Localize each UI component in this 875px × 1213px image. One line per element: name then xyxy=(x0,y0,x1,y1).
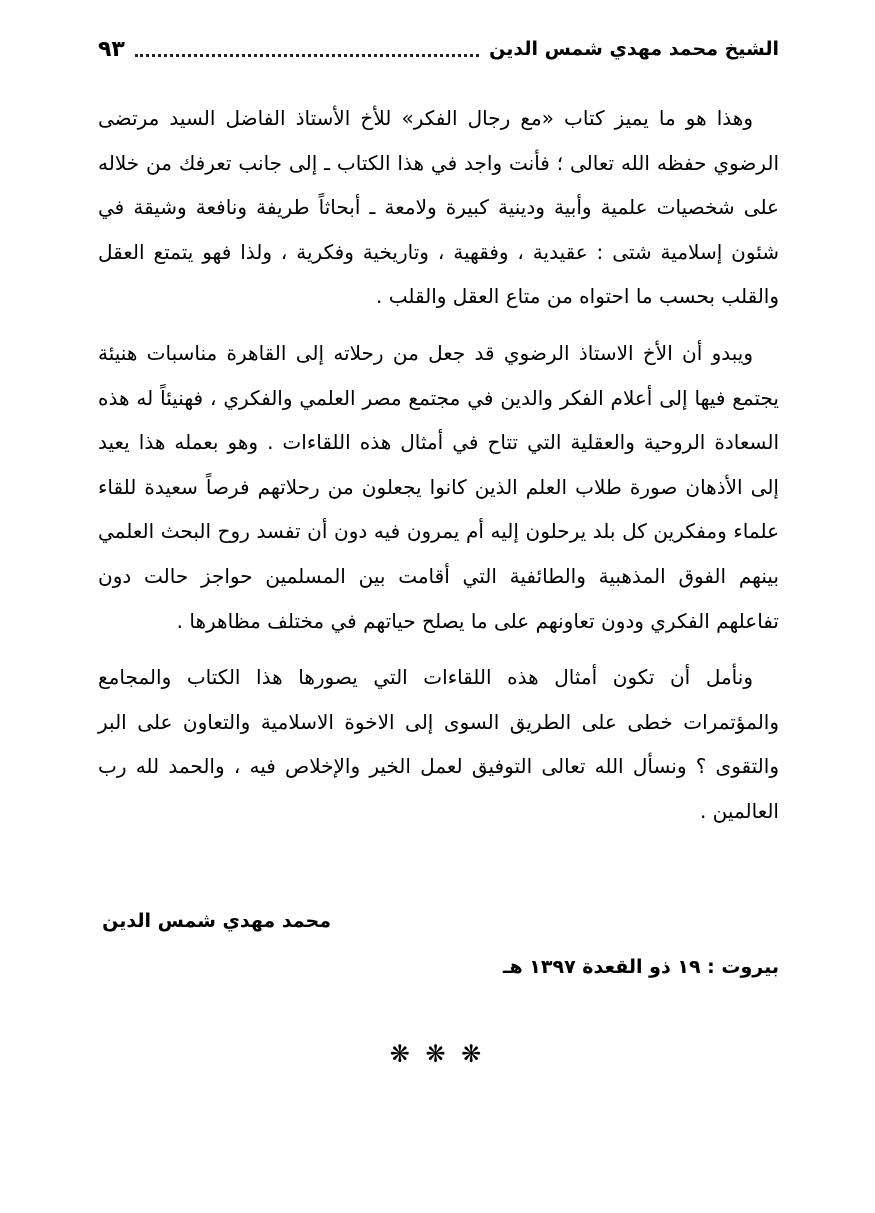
running-header xyxy=(98,32,779,66)
signature-name: محمد مهدي شمس الدين xyxy=(102,910,331,932)
signature-block xyxy=(98,898,779,990)
paragraph-2: ويبدو أن الأخ الاستاذ الرضوي قد جعل من رحلاته إلى القاهرة مناسبات هنيئة يجتمع فيها إلى أعلام الفكر والدين في مجتمع مصر العلمي والفكري ، فهنيئاً له هذه السعادة الروحية والعقلية التي تتاح في أمثال هذه اللقاءات . وهو بعمله هذا يعيد إلى الأذهان صورة طلاب العلم الذين كانوا يجعلون من رحلاتهم فرصاً سعيدة للقاء علماء ومفكرين كل بلد يرحلون إليه أم يمرون فيه دون أن تفسد روح البحث العلمي بينهم الفوق المذهبية والطائفية التي أقامت بين المسلمين حواجز حالت دون تفاعلهم الفكري ودون تعاونهم على ما يصلح حياتهم في مختلف مظاهرها . xyxy=(98,340,779,633)
page-number: ٩٣ xyxy=(98,36,125,62)
paragraph-3: ونأمل أن تكون أمثال هذه اللقاءات التي يصورها هذا الكتاب والمجامع والمؤتمرات خطى على الطريق السوى إلى الاخوة الاسلامية والتعاون على البر والتقوى ؟ ونسأل الله تعالى التوفيق لعمل الخير والإخلاص فيه ، والحمد لله رب العالمين . xyxy=(98,665,779,823)
paragraph-1: وهذا هو ما يميز كتاب «مع رجال الفكر» للأخ الأستاذ الفاضل السيد مرتضى الرضوي حفظه الله تعالى ؛ فأنت واجد في هذا الكتاب ـ إلى جانب تعرفك من خلاله على شخصيات علمية وأبية ودينية كبيرة ولامعة ـ أبحاثاً طريفة ونافعة وشيقة في شئون إسلامية شتى : عقيدية ، وفقهية ، وتاريخية وفكرية ، ولذا فهو يتمتع العقل والقلب بحسب ما احتواه من متاع العقل والقلب . xyxy=(98,106,779,309)
signature-place-date: بيروت : ١٩ ذو القعدة ١٣٩٧ هـ xyxy=(503,956,779,978)
header-dot-leader xyxy=(135,54,479,57)
header-title: الشيخ محمد مهدي شمس الدين xyxy=(489,38,779,60)
body-text xyxy=(98,96,779,846)
end-ornament: ❋ ❋ ❋ xyxy=(389,1040,486,1068)
